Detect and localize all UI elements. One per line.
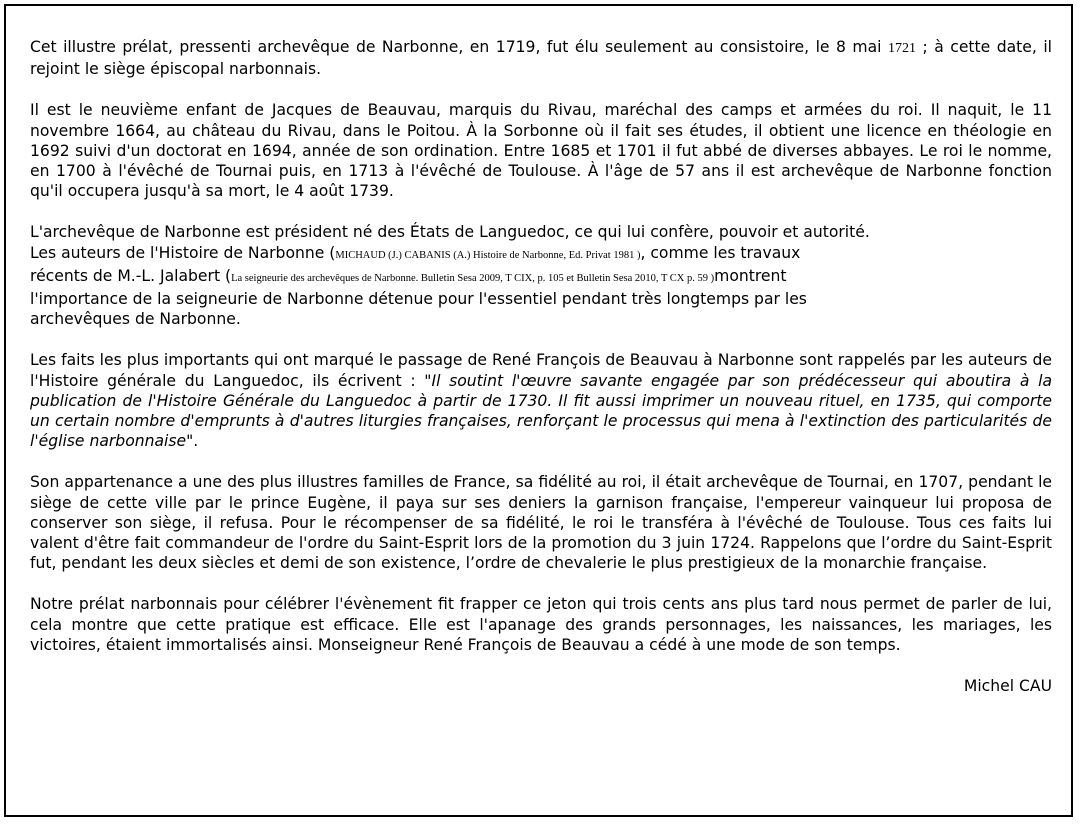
paragraph-4-quote: Il soutint l'œuvre savante engagée par son prédécesseur qui aboutira à la publication de l'Histoire Générale du Languedoc à partir de 1730. Il fit aussi imprimer un nouveau rituel, en 1735, qui comporte un certain nombre d'emprunts à d'autres liturgies françaises, renforçant le processus qui mena à l'extinction des particularités de l'église narbonnaise xyxy=(30,371,1052,451)
paragraph-4-text-a: Les faits les plus importants qui ont marqué le passage de René François de Beauvau à Narbonne sont rappelés par les auteurs de l'Histoire générale du Languedoc, ils écrivent : " xyxy=(30,351,1052,390)
paragraph-6: Notre prélat narbonnais pour célébrer l'évènement fit frapper ce jeton qui trois cents ans plus tard nous permet de parler de lui, cela montre que cette pratique est efficace. Elle est l'apanage des grands personnages, les naissances, les mariages, les victoires, étaient immortalisés ainsi. Monseigneur René François de Beauvau a cédé à une mode de son temps. xyxy=(30,595,1052,654)
paragraph-3-line-1: L'archevêque de Narbonne est président né des États de Languedoc, ce qui lui confère, pouvoir et autorité. xyxy=(30,223,870,242)
reference-michaud-cabanis: MICHAUD (J.) CABANIS (A.) Histoire de Narbonne, Ed. Privat 1981 ) xyxy=(335,249,641,261)
document-body xyxy=(30,37,1052,696)
paragraph-3-text-b: , comme les travaux xyxy=(640,243,801,262)
paragraph-1-year: 1721 xyxy=(887,41,916,56)
paragraph-1-text-a: Cet illustre prélat, pressenti archevêque de Narbonne, en 1719, fut élu seulement au consistoire, le 8 mai xyxy=(30,38,888,56)
paragraph-2: Il est le neuvième enfant de Jacques de Beauvau, marquis du Rivau, maréchal des camps et armées du roi. Il naquit, le 11 novembre 1664, au château du Rivau, dans le Poitou. À la Sorbonne où il fait ses études, il obtient une licence en théologie en 1692 suivi d'un doctorat en 1694, année de son ordination. Entre 1685 et 1701 il fut abbé de diverses abbayes. Le roi le nomme, en 1700 à l'évêché de Tournai puis, en 1713 à l'évêché de Toulouse. À l'âge de 57 ans il est archevêque de Narbonne fonction qu'il occupera jusqu'à sa mort, le 4 août 1739. xyxy=(30,101,1052,201)
paragraph-3-text-a: Les auteurs de l'Histoire de Narbonne ( xyxy=(30,243,336,262)
paragraph-5: Son appartenance a une des plus illustres familles de France, sa fidélité au roi, il était archevêque de Tournai, en 1707, pendant le siège de cette ville par le prince Eugène, il paya sur ses deniers la garnison française, l'empereur vainqueur lui proposa de conserver son siège, il refusa. Pour le récompenser de sa fidélité, le roi le transféra à l'évêché de Toulouse. Tous ces faits lui valent d'être fait commandeur de l'ordre du Saint-Esprit lors de la promotion du 3 juin 1724. Rappelons que l’ordre du Saint-Esprit fut, pendant les deux siècles et demi de son existence, l’ordre de chevalerie le plus prestigieux de la monarchie française. xyxy=(30,473,1052,573)
paragraph-4 xyxy=(30,350,1052,451)
reference-jalabert: La seigneurie des archevêques de Narbonne. Bulletin Sesa 2009, T CIX, p. 105 et Bulletin Sesa 2010, T CX p. 59 ) xyxy=(231,272,715,284)
document-frame xyxy=(4,4,1073,817)
paragraph-3-text-e: l'importance de la seigneurie de Narbonne détenue pour l'essentiel pendant très longtemps par les xyxy=(30,290,807,309)
paragraph-4-text-b: ". xyxy=(186,432,199,451)
paragraph-3-text-c: récents de M.-L. Jalabert ( xyxy=(30,266,232,285)
paragraph-3-text-f: archevêques de Narbonne. xyxy=(30,310,241,329)
paragraph-1-text-b: ; à cette date, il rejoint le siège épiscopal narbonnais. xyxy=(30,38,1052,79)
paragraph-1 xyxy=(30,37,1052,79)
paragraph-3-text-d: montrent xyxy=(714,266,787,285)
paragraph-3 xyxy=(30,222,1052,329)
author-signature: Michel CAU xyxy=(963,677,1052,696)
